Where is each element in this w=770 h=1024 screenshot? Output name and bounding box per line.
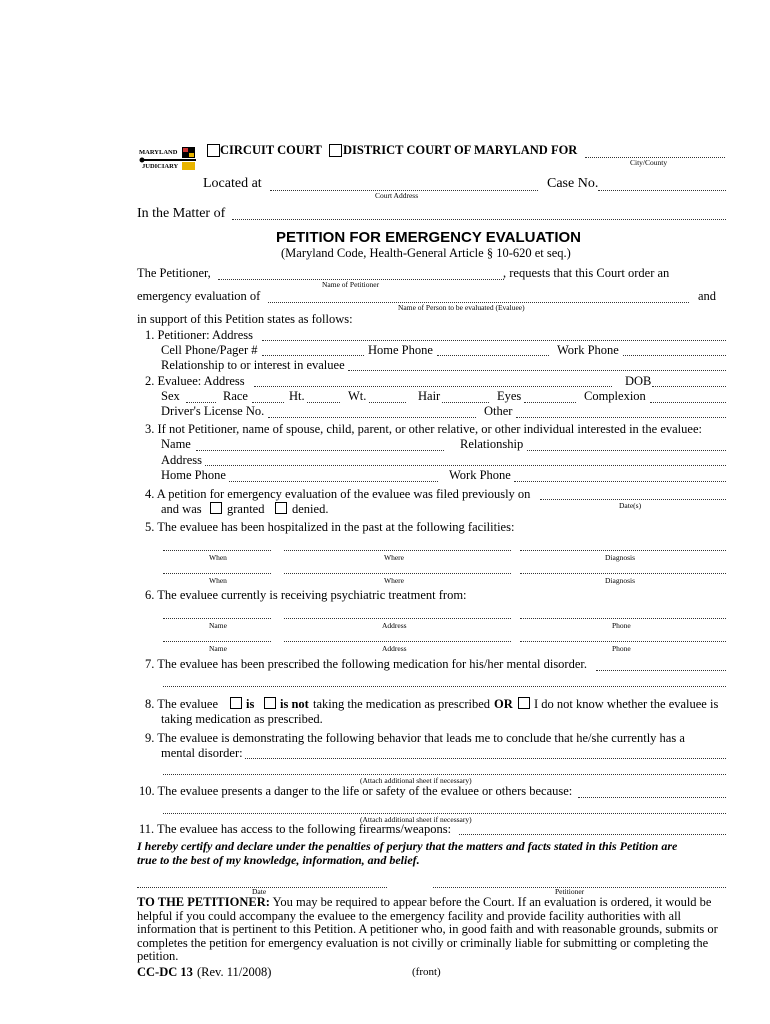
contact-home-phone-label: Home Phone xyxy=(161,468,226,482)
behavior-line-1[interactable] xyxy=(245,758,726,759)
contact-relationship-line[interactable] xyxy=(527,450,726,451)
notice-line5: petition. xyxy=(137,949,179,963)
item9-label: 9. The evaluee is demonstrating the following behavior that leads me to conclude that he/she currently has a xyxy=(145,731,685,745)
form-revision: (Rev. 11/2008) xyxy=(197,965,272,979)
item8-line2: taking medication as prescribed. xyxy=(161,712,323,726)
denied-label: denied. xyxy=(292,502,329,516)
notice-line3: information that is pertinent to this Petition. A petitioner who, in good faith and with reasonable grounds, submits or xyxy=(137,922,718,936)
contact-address-line[interactable] xyxy=(205,465,726,466)
item4-label: 4. A petition for emergency evaluation of the evaluee was filed previously on xyxy=(145,487,531,501)
other-line[interactable] xyxy=(516,417,726,418)
danger-line-2[interactable] xyxy=(163,813,726,814)
hosp1-where-line[interactable] xyxy=(284,550,511,551)
weight-line[interactable] xyxy=(369,402,406,403)
form-title: PETITION FOR EMERGENCY EVALUATION xyxy=(276,229,582,246)
notice-line4: completes the petition for emergency evaluation is not civilly or criminally liable for submitting or completing the xyxy=(137,935,709,950)
dob-label: DOB xyxy=(625,374,652,388)
treat2-address-caption: Address xyxy=(382,644,407,653)
case-no-line[interactable] xyxy=(598,190,726,191)
treat2-name-line[interactable] xyxy=(163,641,271,642)
emergency-eval-of-label: emergency evaluation of xyxy=(137,289,261,303)
taking-text: taking the medication as prescribed xyxy=(313,697,491,711)
circuit-court-checkbox[interactable] xyxy=(207,144,220,157)
home-phone-line[interactable] xyxy=(437,355,549,356)
medication-line-2[interactable] xyxy=(163,686,726,687)
hosp2-where-caption: Where xyxy=(384,576,404,585)
denied-checkbox[interactable] xyxy=(275,502,287,514)
weight-label: Wt. xyxy=(348,389,367,403)
item9-line2: mental disorder: xyxy=(161,746,243,760)
hosp1-where-caption: Where xyxy=(384,553,404,562)
contact-name-line[interactable] xyxy=(196,450,444,451)
court-address-caption: Court Address xyxy=(375,191,419,200)
item7-label: 7. The evaluee has been prescribed the following medication for his/her mental disorder. xyxy=(145,657,587,671)
hosp2-diagnosis-line[interactable] xyxy=(520,573,726,574)
logo-text-bottom: JUDICIARY xyxy=(142,163,179,170)
petitioner-address-line[interactable] xyxy=(262,340,726,341)
hosp2-when-line[interactable] xyxy=(163,573,271,574)
treat1-address-line[interactable] xyxy=(284,618,511,619)
notice-line1: You may be required to appear before the Court. If an evaluation is ordered, it would be xyxy=(272,895,712,909)
petitioner-caption: Petitioner xyxy=(555,887,585,896)
cell-phone-line[interactable] xyxy=(262,355,364,356)
firearms-line[interactable] xyxy=(459,834,726,835)
city-county-caption: City/County xyxy=(630,158,668,167)
medication-line-1[interactable] xyxy=(596,670,726,671)
circuit-court-label: CIRCUIT COURT xyxy=(220,143,322,157)
behavior-line-2[interactable] xyxy=(163,774,726,775)
contact-name-label: Name xyxy=(161,437,191,451)
treat2-address-line[interactable] xyxy=(284,641,511,642)
date-caption: Date xyxy=(252,887,267,896)
treat1-address-caption: Address xyxy=(382,621,407,630)
petitioner-label: The Petitioner, xyxy=(137,266,211,280)
previous-dates-line[interactable] xyxy=(540,499,726,500)
district-court-checkbox[interactable] xyxy=(329,144,342,157)
in-the-matter-label: In the Matter of xyxy=(137,206,226,221)
dob-line[interactable] xyxy=(652,386,726,387)
contact-work-phone-line[interactable] xyxy=(514,481,726,482)
is-label: is xyxy=(246,697,255,711)
page-side: (front) xyxy=(412,966,441,978)
treat1-phone-caption: Phone xyxy=(612,621,631,630)
hosp2-where-line[interactable] xyxy=(284,573,511,574)
hosp1-diagnosis-caption: Diagnosis xyxy=(605,553,635,562)
hosp1-when-line[interactable] xyxy=(163,550,271,551)
item11-label: 11. The evaluee has access to the following firearms/weapons: xyxy=(139,822,452,836)
sex-label: Sex xyxy=(161,389,180,403)
item9-attach-caption: (Attach additional sheet if necessary) xyxy=(360,776,472,785)
requests-text: , requests that this Court order an xyxy=(503,266,670,280)
in-support-text: in support of this Petition states as follows: xyxy=(137,312,353,326)
item5-label: 5. The evaluee has been hospitalized in the past at the following facilities: xyxy=(145,520,515,534)
name-of-petitioner-caption: Name of Petitioner xyxy=(322,280,380,289)
item3-label: 3. If not Petitioner, name of spouse, child, parent, or other relative, or other individual interested in the evaluee: xyxy=(145,422,702,436)
complexion-line[interactable] xyxy=(650,402,726,403)
certify-line1: I hereby certify and declare under the penalties of perjury that the matters and facts stated in this Petition are xyxy=(137,839,678,853)
cell-phone-label: Cell Phone/Pager # xyxy=(161,343,258,357)
other-label: Other xyxy=(484,404,513,418)
and-text: and xyxy=(698,289,717,303)
granted-label: granted xyxy=(227,502,265,516)
treat1-phone-line[interactable] xyxy=(520,618,726,619)
evaluee-address-line[interactable] xyxy=(254,386,612,387)
treat2-phone-caption: Phone xyxy=(612,644,631,653)
notice-block xyxy=(137,896,727,964)
contact-address-label: Address xyxy=(161,453,202,467)
located-at-label: Located at xyxy=(203,176,262,191)
contact-home-phone-line[interactable] xyxy=(229,481,438,482)
dates-caption: Date(s) xyxy=(619,501,642,510)
eyes-line[interactable] xyxy=(524,402,576,403)
item10-label: 10. The evaluee presents a danger to the life or safety of the evaluee or others because: xyxy=(139,784,573,798)
height-label: Ht. xyxy=(289,389,305,403)
notice-heading: TO THE PETITIONER: xyxy=(137,895,270,909)
item6-label: 6. The evaluee currently is receiving psychiatric treatment from: xyxy=(145,588,467,602)
or-text: OR xyxy=(494,697,513,711)
treat2-phone-line[interactable] xyxy=(520,641,726,642)
name-of-evaluee-caption: Name of Person to be evaluated (Evaluee) xyxy=(398,303,525,312)
form-number: CC-DC 13 xyxy=(137,965,193,979)
maryland-judiciary-logo xyxy=(138,146,198,172)
item8-label: 8. The evaluee xyxy=(145,697,218,711)
is-not-label: is not xyxy=(280,697,309,711)
hosp2-diagnosis-caption: Diagnosis xyxy=(605,576,635,585)
dont-know-checkbox[interactable] xyxy=(518,697,530,709)
in-the-matter-line[interactable] xyxy=(232,219,726,220)
is-taking-checkbox[interactable] xyxy=(230,697,242,709)
form-subtitle: (Maryland Code, Health-General Article § 10-620 et seq.) xyxy=(281,246,571,260)
notice-line2: helpful if you could accompany the evaluee to the emergency facility and provide facility authorities with all xyxy=(137,908,682,923)
complexion-label: Complexion xyxy=(584,389,646,403)
granted-checkbox[interactable] xyxy=(210,502,222,514)
work-phone-line[interactable] xyxy=(623,355,726,356)
hair-line[interactable] xyxy=(442,402,489,403)
race-line[interactable] xyxy=(252,402,284,403)
dont-know-text: I do not know whether the evaluee is xyxy=(534,697,719,711)
logo-text-top: MARYLAND xyxy=(139,149,178,156)
relationship-line[interactable] xyxy=(348,370,726,371)
treat1-name-caption: Name xyxy=(209,621,227,630)
contact-relationship-label: Relationship xyxy=(460,437,524,451)
home-phone-label: Home Phone xyxy=(368,343,433,357)
height-line[interactable] xyxy=(307,402,340,403)
contact-work-phone-label: Work Phone xyxy=(449,468,511,482)
item1-label: 1. Petitioner: Address xyxy=(145,328,253,342)
treat2-name-caption: Name xyxy=(209,644,227,653)
hair-label: Hair xyxy=(418,389,441,403)
work-phone-label: Work Phone xyxy=(557,343,619,357)
eyes-label: Eyes xyxy=(497,389,522,403)
license-line[interactable] xyxy=(268,417,476,418)
item10-attach-caption: (Attach additional sheet if necessary) xyxy=(360,815,472,824)
sex-line[interactable] xyxy=(186,402,216,403)
and-was-label: and was xyxy=(161,502,202,516)
race-label: Race xyxy=(223,389,248,403)
case-no-label: Case No. xyxy=(547,176,599,191)
item2-label: 2. Evaluee: Address xyxy=(145,374,245,388)
is-not-taking-checkbox[interactable] xyxy=(264,697,276,709)
hosp2-when-caption: When xyxy=(209,576,227,585)
license-label: Driver's License No. xyxy=(161,404,265,418)
district-court-label: DISTRICT COURT OF MARYLAND FOR xyxy=(343,143,578,157)
certify-line2: true to the best of my knowledge, information, and belief. xyxy=(137,853,420,867)
relationship-label: Relationship to or interest in evaluee xyxy=(161,358,345,372)
treat1-name-line[interactable] xyxy=(163,618,271,619)
hosp1-when-caption: When xyxy=(209,553,227,562)
hosp1-diagnosis-line[interactable] xyxy=(520,550,726,551)
danger-line-1[interactable] xyxy=(578,797,726,798)
